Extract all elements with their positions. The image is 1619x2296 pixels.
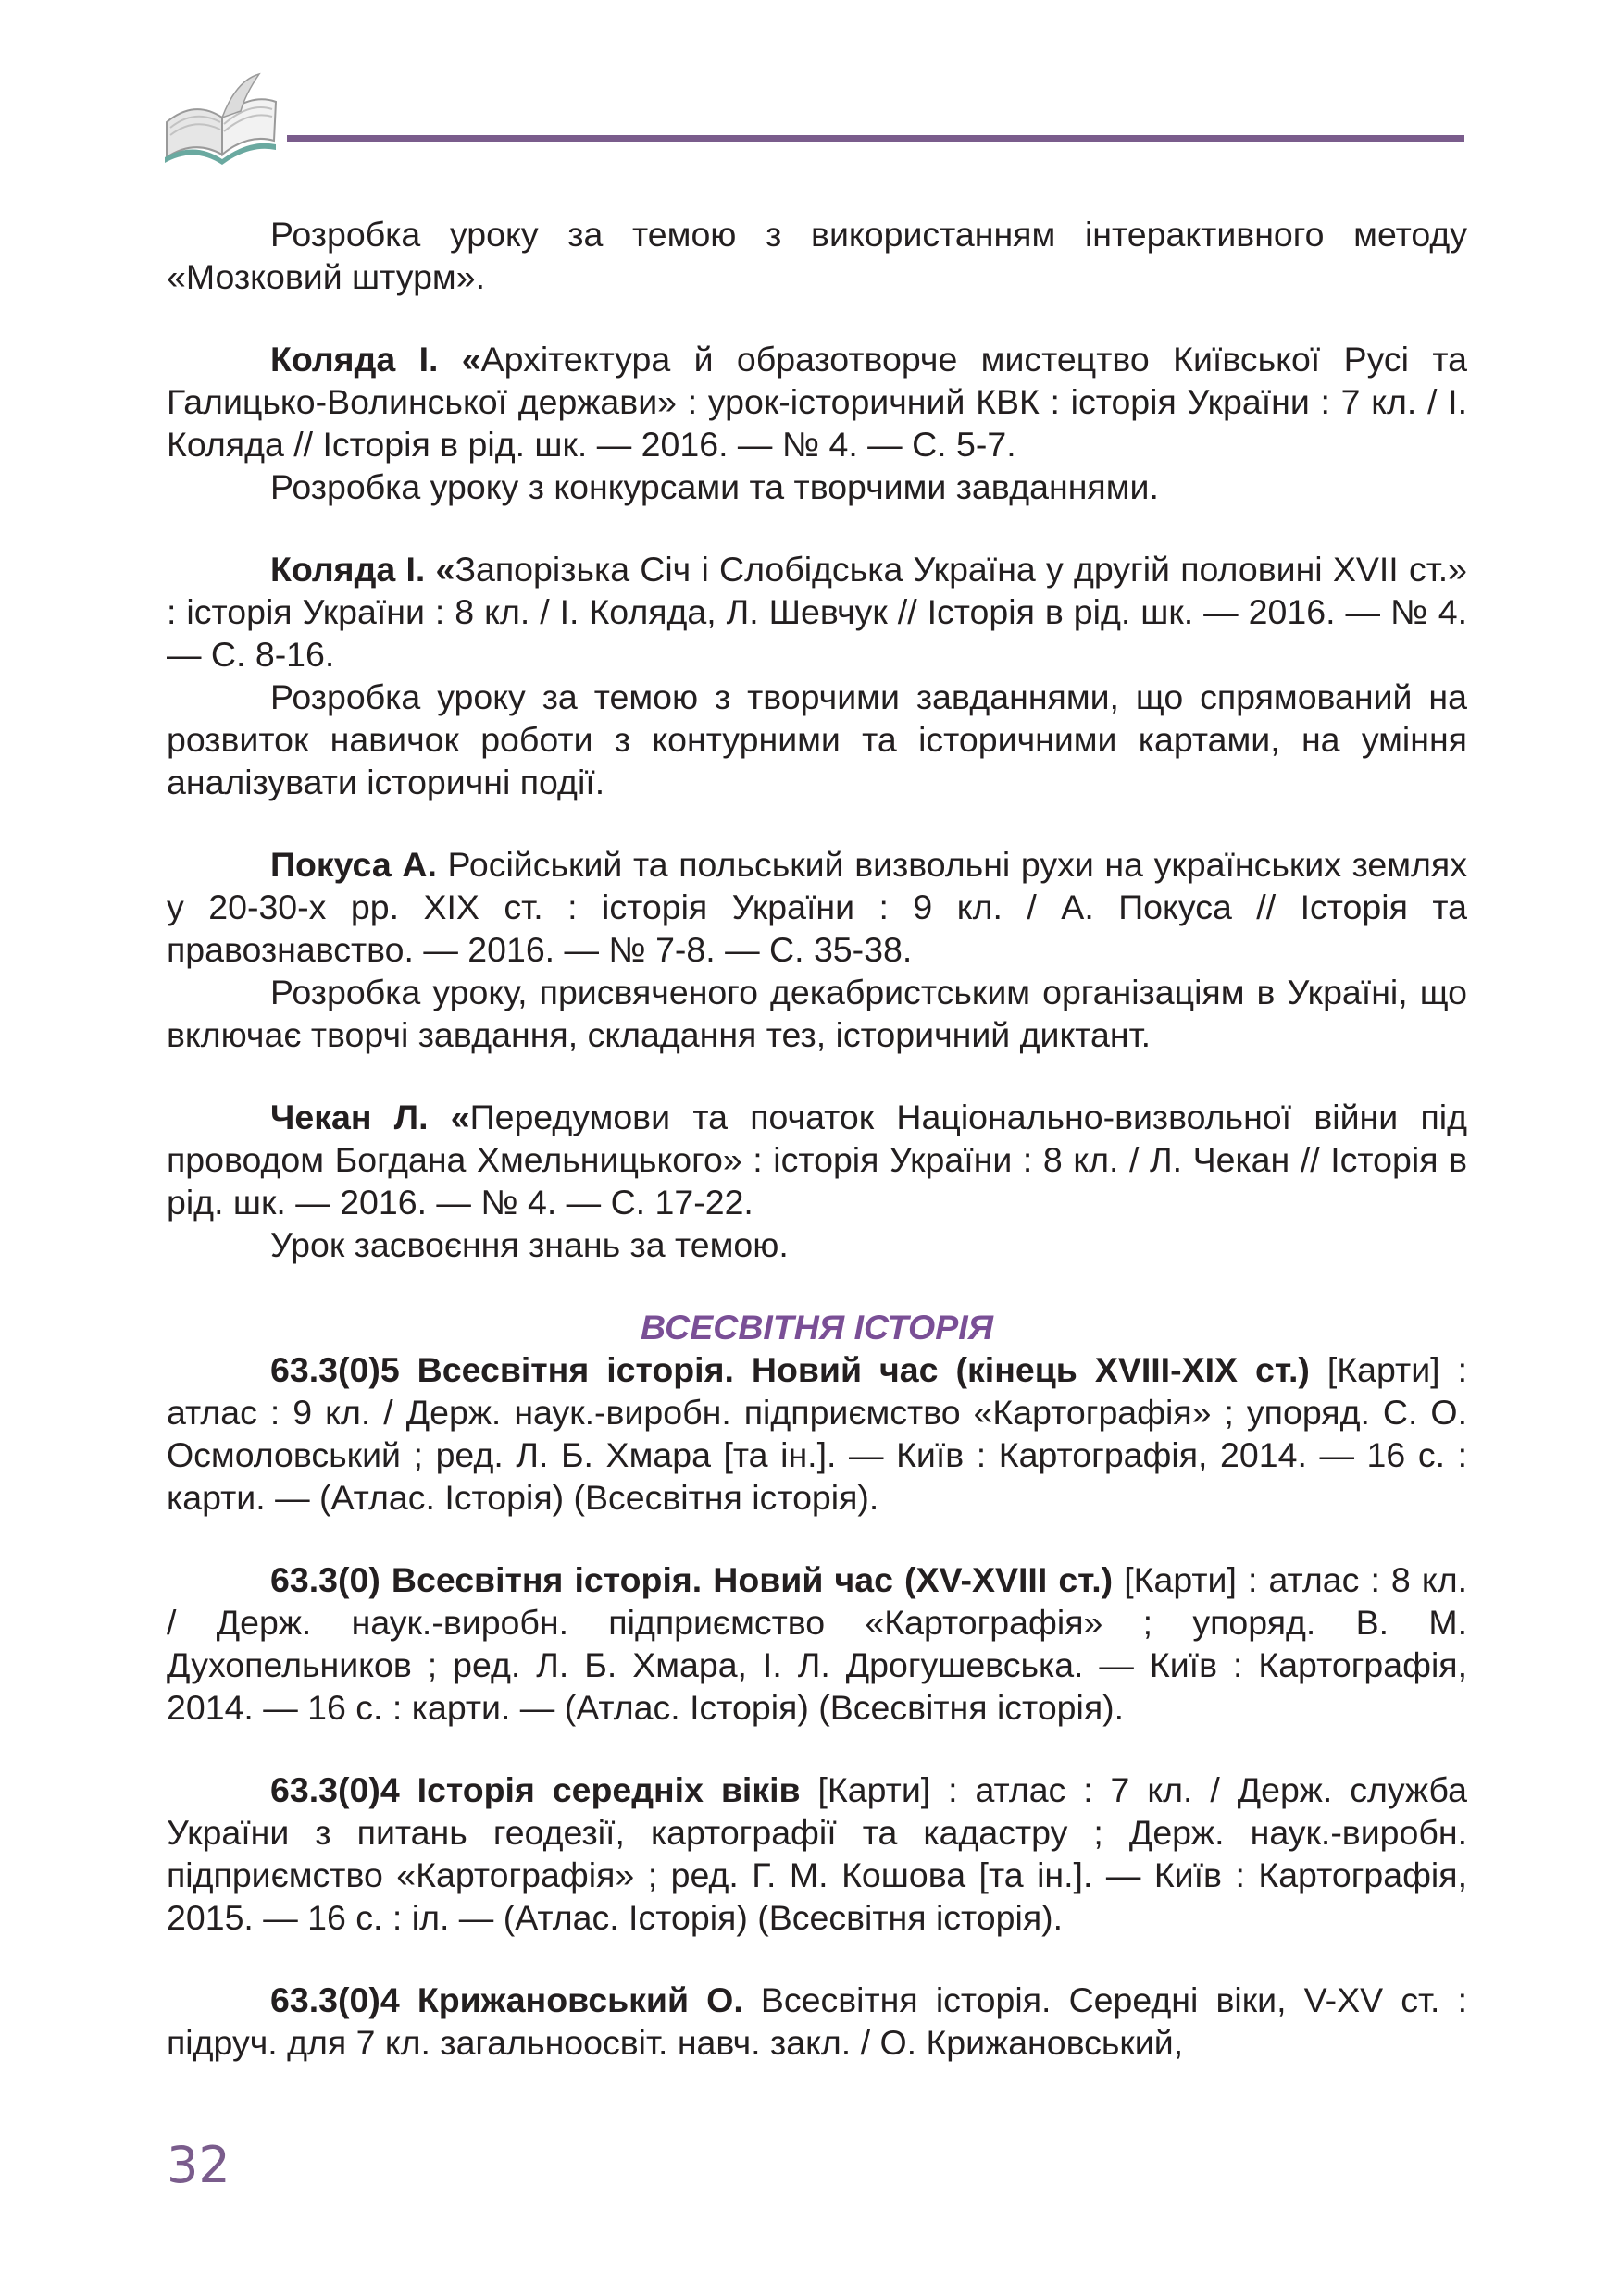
bibliography-entry [167,1979,1467,2064]
entry-author: 63.3(0) Всесвітня історія. Новий час (XV-XVIII ст.) [270,1560,1114,1599]
entry-description: Всесвітня історія. Середні віки, V-XV ст. : підруч. для 7 кл. загальноосвіт. навч. закл. / О. Крижановський, [167,1980,1467,2062]
entry-description: Російський та польський визвольні рухи на українських землях у 20-30-х рр. XIX ст. : історія України : 9 кл. / А. Покуса // Історія та правознавство. — 2016. — № 7-8. — С. 35-38. [167,845,1467,969]
entry-author: 63.3(0)5 Всесвітня історія. Новий час (кінець XVIII-XIX ст.) [270,1350,1310,1389]
bibliography-entry [167,1096,1467,1266]
open-book-icon [157,67,282,168]
entry-description: Запорізька Січ і Слобідська Україна у другій половині XVII ст.» : історія України : 8 кл. / І. Коляда, Л. Шевчук // Історія в рід. шк. — 2016. — № 4. — С. 8-16. [167,550,1467,674]
entry-author: Покуса А. [270,845,437,884]
entry-author: 63.3(0)4 Крижановський О. [270,1980,743,2019]
entry-author: Коляда І. « [270,340,481,379]
bibliography-entry [167,548,1467,803]
page-number: 32 [167,2136,230,2194]
entry-note: Розробка уроку, присвяченого декабристським організаціям в Україні, що включає творчі завдання, складання тез, історичний диктант. [167,973,1467,1054]
bibliography-entry [167,1558,1467,1729]
entry-author: Чекан Л. « [270,1098,470,1136]
entry-note: Урок засвоєння знань за темою. [270,1225,789,1264]
bibliography-content [167,213,1467,2104]
entry-description: [Карти] : атлас : 8 кл. / Держ. наук.-виробн. підприємство «Картографія» ; упоряд. В. М. Духопельников ; ред. Л. Б. Хмара, І. Л. Дрогушевська. — Київ : Картографія, 2014. — 16 с. : карти. — (Атлас. Історія) (Всесвітня історія). [167,1560,1467,1727]
entry-description: [Карти] : атлас : 7 кл. / Держ. служба України з питань геодезії, картографії та кадастру ; Держ. наук.-виробн. підприємство «Картографія» ; ред. Г. М. Кошова [та ін.]. — Київ : Картографія, 2015. — 16 с. : іл. — (Атлас. Історія) (Всесвітня історія). [167,1770,1467,1937]
section-heading: ВСЕСВІТНЯ ІСТОРІЯ [641,1308,993,1347]
entry-note: Розробка уроку за темою з використанням інтерактивного методу «Мозковий штурм». [167,215,1467,296]
entry-author: Коляда І. « [270,550,455,589]
bibliography-entry [167,843,1467,1056]
entry-description: Передумови та початок Національно-визвольної війни під проводом Богдана Хмельницького» : історія України : 8 кл. / Л. Чекан // Історія в рід. шк. — 2016. — № 4. — С. 17-22. [167,1098,1467,1222]
header-rule [287,135,1464,142]
bibliography-entry [167,213,1467,298]
bibliography-entry [167,338,1467,508]
entry-description: Архітектура й образотворче мистецтво Київської Русі та Галицько-Волинської держави» : урок-історичний КВК : історія України : 7 кл. / І. Коляда // Історія в рід. шк. — 2016. — № 4. — С. 5-7. [167,340,1467,464]
bibliography-entry [167,1769,1467,1939]
entry-note: Розробка уроку з конкурсами та творчими завданнями. [270,467,1159,506]
entry-note: Розробка уроку за темою з творчими завданнями, що спрямований на розвиток навичок роботи з контурними та історичними картами, на уміння аналізувати історичні події. [167,677,1467,801]
bibliography-entry [167,1348,1467,1519]
entry-description: [Карти] : атлас : 9 кл. / Держ. наук.-виробн. підприємство «Картографія» ; упоряд. С. О. Осмоловський ; ред. Л. Б. Хмара [та ін.]. — Київ : Картографія, 2014. — 16 с. : карти. — (Атлас. Історія) (Всесвітня історія). [167,1350,1467,1517]
entry-author: 63.3(0)4 Історія середніх віків [270,1770,801,1809]
